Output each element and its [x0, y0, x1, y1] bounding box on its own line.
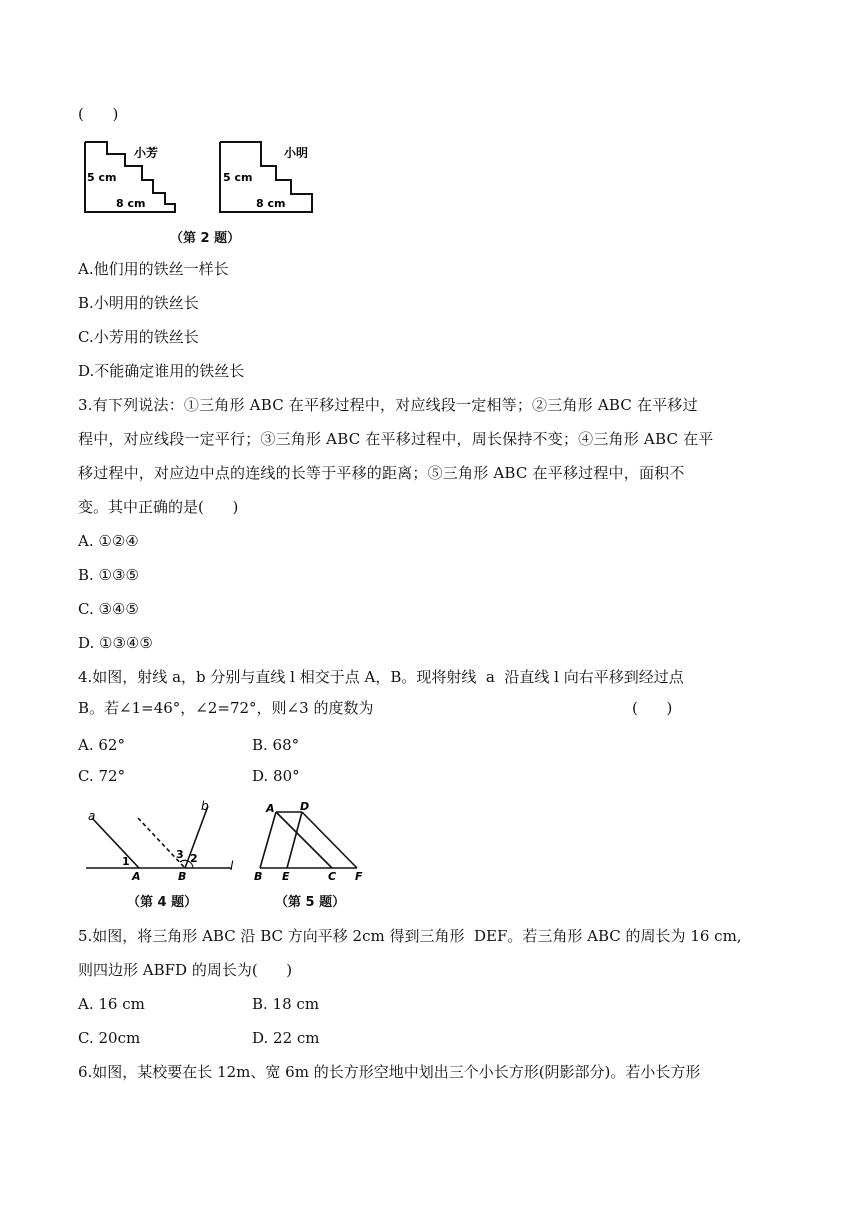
xiaofang-height-label: 5 cm	[87, 171, 117, 184]
q5-figure	[252, 800, 372, 880]
label-point-A: A	[266, 802, 275, 815]
q4-figure	[82, 800, 242, 880]
label-angle-1: 1	[122, 855, 130, 868]
xiaoming-height-label: 5 cm	[223, 171, 253, 184]
q3-line-2: 程中，对应线段一定平行；③三角形 ABC 在平移过程中，周长保持不变；④三角形 ABC 在平	[78, 430, 714, 448]
label-point-D: D	[300, 800, 310, 813]
xiaofang-width-label: 8 cm	[116, 197, 146, 210]
label-point-B: B	[254, 870, 263, 880]
label-point-C: C	[328, 870, 337, 880]
q4-option-d: D. 80°	[252, 767, 300, 785]
label-l: l	[230, 859, 234, 873]
segment-AC	[276, 812, 332, 868]
label-point-A: A	[132, 870, 141, 880]
q3-option-d: D. ①③④⑤	[78, 634, 153, 652]
segment-DE	[287, 812, 302, 868]
q5-option-c: C. 20cm	[78, 1029, 141, 1047]
label-point-E: E	[282, 870, 290, 880]
q3-option-c: C. ③④⑤	[78, 600, 139, 618]
q2-staircase-figure	[80, 136, 330, 216]
q2-figure-caption: （第 2 题）	[170, 231, 241, 246]
q5-option-a: A. 16 cm	[78, 995, 145, 1013]
label-point-B: B	[178, 870, 187, 880]
q4-option-b: B. 68°	[252, 736, 300, 754]
q3-line-3: 移过程中，对应边中点的连线的长等于平移的距离；⑤三角形 ABC 在平移过程中，面积不	[78, 464, 685, 482]
label-b: b	[201, 800, 209, 813]
xiaoming-width-label: 8 cm	[256, 197, 286, 210]
q2-option-a: A.他们用的铁丝一样长	[78, 260, 229, 278]
label-angle-2: 2	[190, 852, 198, 865]
q2-option-d: D.不能确定谁用的铁丝长	[78, 362, 245, 380]
q2-answer-bracket: ( )	[78, 105, 119, 123]
q3-line-1: 3.有下列说法：①三角形 ABC 在平移过程中，对应线段一定相等；②三角形 ABC 在平移过	[78, 396, 698, 414]
q6-line-1: 6.如图，某校要在长 12m、宽 6m 的长方形空地中划出三个小长方形(阴影部分)。若小长方形	[78, 1063, 701, 1081]
xiaoming-name: 小明	[284, 146, 309, 160]
label-point-F: F	[355, 870, 363, 880]
q5-option-b: B. 18 cm	[252, 995, 320, 1013]
q4-figure-caption: （第 4 题）	[127, 895, 198, 910]
ray-a	[92, 818, 139, 868]
q5-option-d: D. 22 cm	[252, 1029, 320, 1047]
q4-option-c: C. 72°	[78, 767, 126, 785]
label-angle-3: 3	[176, 848, 184, 861]
q3-option-a: A. ①②④	[78, 532, 139, 550]
q2-option-c: C.小芳用的铁丝长	[78, 328, 199, 346]
label-a: a	[88, 809, 96, 823]
q2-option-b: B.小明用的铁丝长	[78, 294, 199, 312]
q4-option-a: A. 62°	[78, 736, 125, 754]
q5-figure-caption: （第 5 题）	[275, 895, 346, 910]
q3-line-4: 变。其中正确的是( )	[78, 498, 239, 516]
segment-AB	[260, 812, 276, 868]
q3-option-b: B. ①③⑤	[78, 566, 139, 584]
q5-line-1: 5.如图，将三角形 ABC 沿 BC 方向平移 2cm 得到三角形 DEF。若三角形 ABC 的周长为 16 cm,	[78, 927, 742, 945]
q5-line-2: 则四边形 ABFD 的周长为( )	[78, 961, 293, 979]
segment-DF	[302, 812, 357, 868]
q4-line-2: B。若∠1=46°，∠2=72°，则∠3 的度数为	[78, 699, 374, 717]
q4-line-1: 4.如图，射线 a，b 分别与直线 l 相交于点 A，B。现将射线 a 沿直线 l 向右平移到经过点	[78, 668, 684, 686]
xiaofang-name: 小芳	[134, 146, 159, 160]
q4-answer-bracket: ( )	[632, 699, 673, 717]
